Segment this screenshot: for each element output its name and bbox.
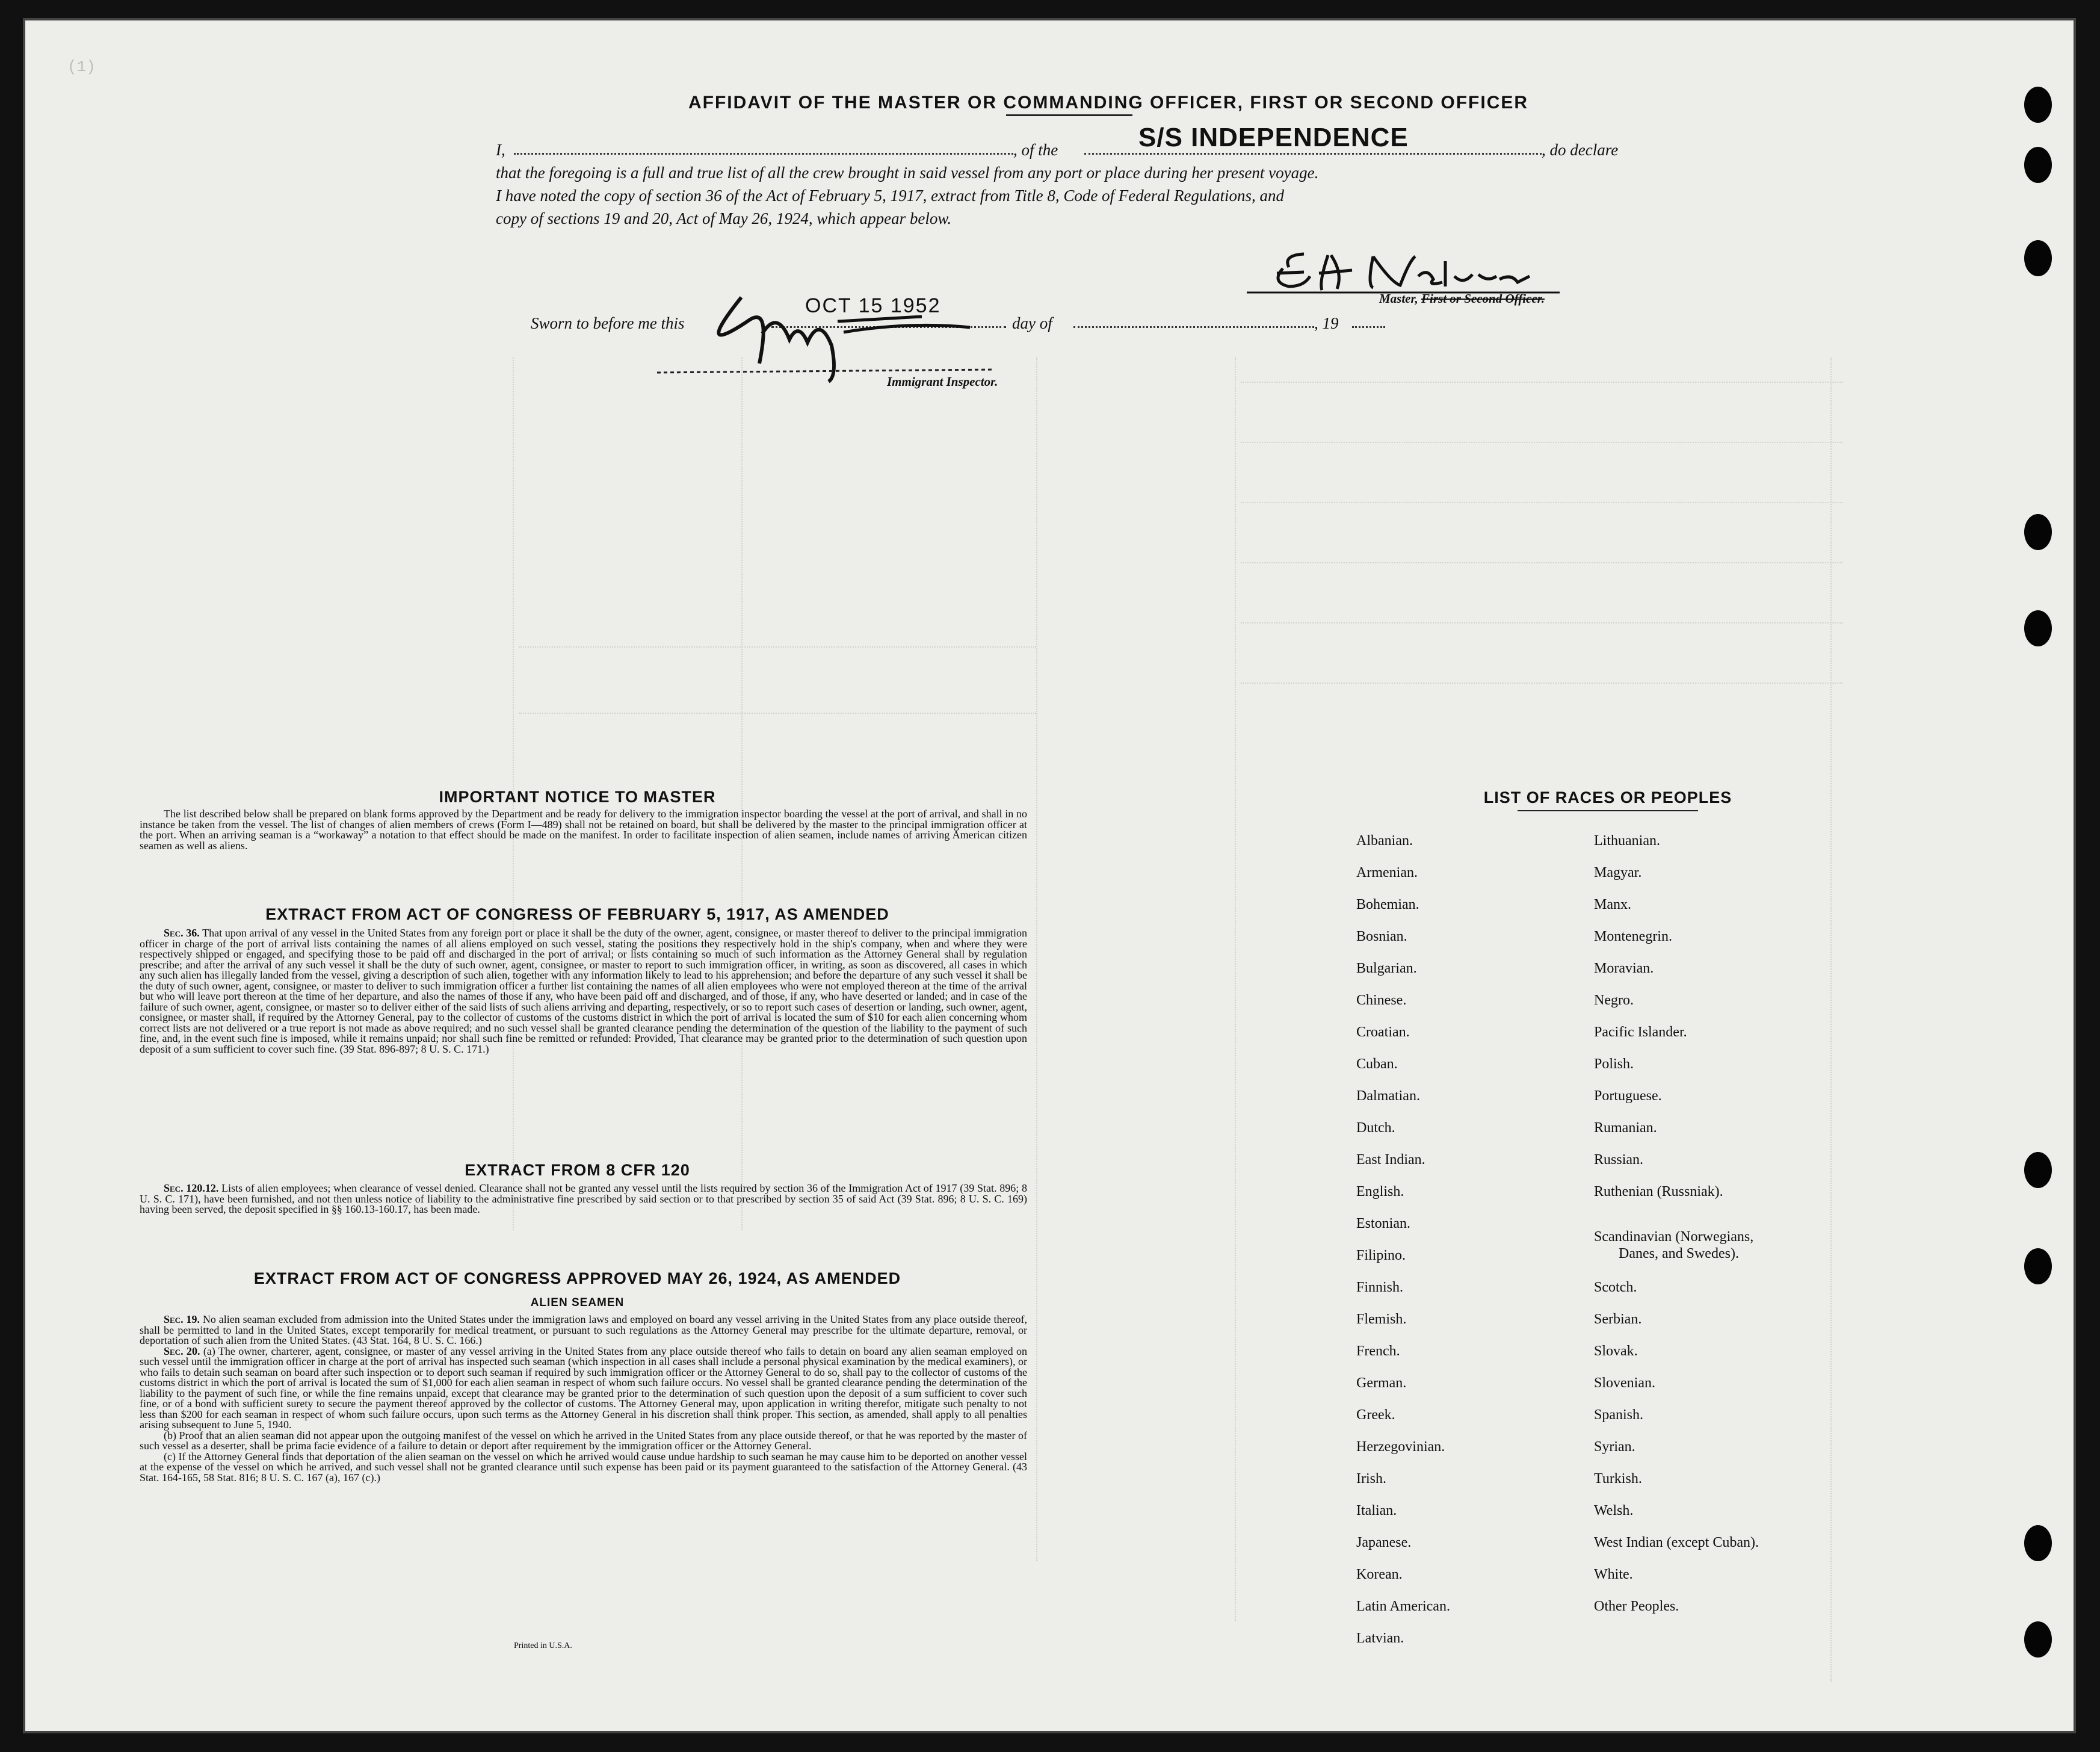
race-item: Italian. xyxy=(1356,1503,1397,1518)
race-item: German. xyxy=(1356,1375,1407,1391)
sec-20b-paragraph: (b) Proof that an alien seaman did not appear upon the outgoing manifest of the vessel on which he arrived in the United States from any place outside thereof, or that he was reported by the master of such vessel as a deserter, shall be prima facie evidence of a failure to detain or deport after requirement by the immigration officer or the Attorney General. xyxy=(140,1429,1027,1452)
ghost-row-rule xyxy=(1241,622,1842,624)
ghost-row-rule xyxy=(519,646,1036,648)
race-item: Greek. xyxy=(1356,1407,1395,1423)
sec-20-label: Sec. 20. xyxy=(164,1345,200,1357)
punch-hole xyxy=(2024,240,2052,276)
sworn-year-field xyxy=(1352,326,1385,328)
notice-body: The list described below shall be prepared on blank forms approved by the Department and be ready for delivery to the immigration inspector boarding the vessel at the port of arrival, and shall in no instance be taken from the vessel. The list of changes of alien members of crews (Form I—489) shall not be retained on board, but shall be delivered by the master to the principal immigration officer at the port. When an arriving seaman is a “workaway” a notation to that effect should be made on the manifest. In order to facilitate inspection of alien seamen, include names of arriving American citizen seamen as well as aliens. xyxy=(140,808,1027,852)
punch-hole xyxy=(2024,1248,2052,1284)
race-item: Irish. xyxy=(1356,1471,1386,1487)
sec-20-paragraph xyxy=(140,1346,1027,1431)
ghost-row-rule xyxy=(1241,442,1842,443)
sec-120-body: Lists of alien employees; when clearance of vessel denied. Clearance shall not be granted any vessel until the lists required by section 36 of the Immigration Act of 1917 (39 Stat. 896; 8 U. S. C. 171), have been furnished, and not then unless notice of liability to the administrative fine prescribed by said section or to that prescribed by section 35 of said Act (39 Stat. 896; 8 U. S. C. 169) having been served, the deposit specified in §§ 160.13-160.17, has been made. xyxy=(140,1182,1027,1215)
race-item: Spanish. xyxy=(1594,1407,1644,1423)
race-item: East Indian. xyxy=(1356,1152,1425,1168)
race-item: Rumanian. xyxy=(1594,1120,1657,1136)
sworn-date-stamp: OCT 15 1952 xyxy=(805,294,941,317)
ghost-column-rule xyxy=(1036,358,1037,1561)
race-item: Moravian. xyxy=(1594,961,1654,976)
punch-hole xyxy=(2024,87,2052,123)
race-item: French. xyxy=(1356,1343,1400,1359)
declaration-line-3: I have noted the copy of section 36 of the Act of February 5, 1917, extract from Title 8, Code of Federal Regulations, and xyxy=(496,187,1285,205)
race-item: Dalmatian. xyxy=(1356,1088,1420,1104)
race-item: Dutch. xyxy=(1356,1120,1395,1136)
race-item: Bohemian. xyxy=(1356,897,1419,912)
extract-1924-title: EXTRACT FROM ACT OF CONGRESS APPROVED MAY 26, 1924, AS AMENDED xyxy=(253,1269,901,1287)
race-item: Russian. xyxy=(1594,1152,1644,1168)
race-item: Serbian. xyxy=(1594,1311,1642,1327)
race-item: Croatian. xyxy=(1356,1024,1410,1040)
race-item: English. xyxy=(1356,1184,1404,1199)
race-item: Other Peoples. xyxy=(1594,1599,1679,1614)
race-item: Manx. xyxy=(1594,897,1631,912)
race-item: Filipino. xyxy=(1356,1248,1406,1263)
punch-hole xyxy=(2024,1152,2052,1188)
race-item: Portuguese. xyxy=(1594,1088,1662,1104)
race-item: Armenian. xyxy=(1356,865,1418,881)
notice-text xyxy=(140,809,1027,851)
affidavit-title: AFFIDAVIT OF THE MASTER OR COMMANDING OFFICER, FIRST OR SECOND OFFICER xyxy=(688,93,1529,113)
master-caption-officer: First or Second Officer. xyxy=(1421,291,1545,306)
races-underline xyxy=(1518,810,1698,811)
punch-hole xyxy=(2024,610,2052,646)
race-item: Japanese. xyxy=(1356,1535,1412,1550)
ghost-row-rule xyxy=(1241,502,1842,503)
race-item: Latin American. xyxy=(1356,1599,1450,1614)
sec-20c-paragraph: (c) If the Attorney General finds that deportation of the alien seaman on the vessel on which he arrived would cause undue hardship to such seaman he may cause him to be deported on another vessel at the expense of the vessel on which he arrived, and such vessel shall not be granted clearance until such expense has been paid or its payment guaranteed to the satisfaction of the Attorney General. (43 Stat. 164-165, 58 Stat. 816; 8 U. S. C. 167 (a), 167 (c).) xyxy=(140,1450,1027,1484)
extract-1917-text xyxy=(140,928,1027,1054)
race-item: Estonian. xyxy=(1356,1216,1410,1231)
race-item: Negro. xyxy=(1594,992,1634,1008)
race-item: Lithuanian. xyxy=(1594,833,1660,849)
printed-in-usa: Printed in U.S.A. xyxy=(514,1641,572,1650)
ghost-row-rule xyxy=(519,713,1036,714)
race-item: Bulgarian. xyxy=(1356,961,1417,976)
races-title: LIST OF RACES OR PEOPLES xyxy=(1483,788,1732,806)
race-item-continuation: Danes, and Swedes). xyxy=(1619,1246,1739,1261)
sec-36-body: That upon arrival of any vessel in the United States from any foreign port or place it shall be the duty of the owner, agent, consignee, or master thereof to deliver to the principal immigration officer in charge of the port of arrival lists containing the names of all aliens employed on such vessel, stating the positions they respectively hold in the ship's company, when and where they were respectively shipped or engaged, and specifying those to be paid off and discharged in the port of arrival; or lists containing so much of such information as the Attorney General shall by regulation prescribe; and after the arrival of any such vessel it shall be the duty of such owner, agent, consignee, or master to report to such immigration officer, in writing, as soon as discovered, all cases in which any such alien has illegally landed from the vessel, giving a description of such alien, together with any information likely to lead to his apprehension; and before the departure of any such vessel it shall be the duty of such owner, agent, consignee, or master to deliver to such immigration officer a further list containing the names of all alien employees who were not employed thereon at the time of the arrival but who will leave port thereon at the time of her departure, and also the names of those if any, who have been paid off and discharged, and of those, if any, who have deserted or landed; and in case of the failure of such owner, agent, consignee, or master so to deliver either of the said lists of such aliens arriving and departing, respectively, or so to report such cases of desertion or landing, such owner, agent, consignee, or master shall, if required by the Attorney General, pay to the collector of customs of the customs district in which the port of arrival is located the sum of $10 for each alien concerning whom correct lists are not delivered or a true report is not made as above required; and no such vessel shall be granted clearance pending the determination of the question of the liability to the payment of such fine, and, in the event such fine is imposed, while it remains unpaid; nor shall such fine be remitted or refunded: Provided, That clearance may be granted prior to the determination of such question upon deposit of a sum sufficient to cover such fine. (39 Stat. 896-897; 8 U. S. C. 171.) xyxy=(140,927,1027,1055)
declarant-name-field xyxy=(514,153,1013,155)
sec-120-label: Sec. 120.12. xyxy=(164,1182,219,1194)
notice-title: IMPORTANT NOTICE TO MASTER xyxy=(439,788,716,806)
race-item: Scandinavian (Norwegians, xyxy=(1594,1229,1754,1245)
master-caption xyxy=(1379,291,1545,306)
sec-20-body: (a) The owner, charterer, agent, consignee, or master of any vessel arriving in the United States from any place outside thereof who fails to detain on board any alien seaman employed on such vessel until the immigration officer in charge at the port of arrival has inspected such seaman (which inspection in all cases shall include a personal physical examination by the medical examiners), or who fails to detain such seaman on board after such inspection or to deport such seaman if required by such immigration officer or the Attorney General to do so, shall pay to the collector of customs of the customs district in which the port of arrival is located the sum of $1,000 for each alien seaman in respect of whom such failure occurs. No vessel shall be granted clearance pending the determination of the liability to the payment of such fine, or while the fine remains unpaid, except that clearance may be granted prior to the determination of such question upon the deposit of a sum sufficient to cover such fine, or of a bond with sufficient surety to secure the payment thereof approved by the collector of customs. The Attorney General may, upon application in writing therefor, mitigate such penalty to not less than $200 for each seaman in respect of whom such failure occurs, upon such terms as the Attorney General in his discretion shall think proper. This section, as amended, shall apply to all penalties arising subsequent to June 5, 1940. xyxy=(140,1345,1027,1431)
extract-1917-title: EXTRACT FROM ACT OF CONGRESS OF FEBRUARY 5, 1917, AS AMENDED xyxy=(265,905,889,923)
race-item: Cuban. xyxy=(1356,1056,1398,1072)
race-item: Albanian. xyxy=(1356,833,1413,849)
race-item: Slovenian. xyxy=(1594,1375,1655,1391)
sec-19-body: No alien seaman excluded from admission into the United States under the immigration laws and employed on board any vessel arriving in the United States from any place outside thereof, shall be permitted to land in the United States, except temporarily for medical treatment, or pursuant to such regulations as the Attorney General may prescribe for the ultimate departure, removal, or deportation of such alien from the United States. (43 Stat. 164, 8 U. S. C. 166.) xyxy=(140,1313,1027,1346)
race-item: Finnish. xyxy=(1356,1280,1404,1295)
punch-hole xyxy=(2024,1525,2052,1561)
inspector-signature xyxy=(657,285,994,388)
sworn-day-of: day of xyxy=(1012,314,1052,332)
title-underline xyxy=(1006,114,1132,116)
race-item: Herzegovinian. xyxy=(1356,1439,1445,1455)
declaration-line-4: copy of sections 19 and 20, Act of May 26, 1924, which appear below. xyxy=(496,209,952,228)
corner-tag: (1) xyxy=(67,58,96,76)
ghost-column-rule xyxy=(1235,358,1236,1621)
vessel-field xyxy=(1084,153,1542,155)
sec-19-label: Sec. 19. xyxy=(164,1313,200,1325)
sworn-prefix: Sworn to before me this xyxy=(531,314,685,332)
document-sheet xyxy=(23,18,2076,1733)
race-item: Montenegrin. xyxy=(1594,929,1672,944)
declaration-prefix: I, xyxy=(496,141,505,159)
declaration-line-2: that the foregoing is a full and true list of all the crew brought in said vessel from any port or place during her present voyage. xyxy=(496,164,1319,182)
master-caption-master: Master, xyxy=(1379,291,1422,306)
sworn-year: , 19 xyxy=(1314,314,1339,332)
race-item: Welsh. xyxy=(1594,1503,1634,1518)
sec-19-paragraph xyxy=(140,1314,1027,1346)
race-item: Polish. xyxy=(1594,1056,1634,1072)
declaration-mid: , of the xyxy=(1013,141,1058,159)
race-item: Scotch. xyxy=(1594,1280,1637,1295)
ghost-row-rule xyxy=(1241,382,1842,383)
race-item: Ruthenian (Russniak). xyxy=(1594,1184,1723,1199)
declaration-suffix: , do declare xyxy=(1542,141,1619,159)
race-item: Magyar. xyxy=(1594,865,1642,881)
punch-hole xyxy=(2024,147,2052,183)
race-item: White. xyxy=(1594,1567,1633,1582)
race-item: Bosnian. xyxy=(1356,929,1407,944)
punch-hole xyxy=(2024,514,2052,550)
ghost-row-rule xyxy=(1241,683,1842,684)
ghost-row-rule xyxy=(1241,562,1842,563)
sworn-month-field xyxy=(1073,326,1314,328)
ghost-column-rule xyxy=(1830,358,1832,1682)
punch-hole xyxy=(2024,1621,2052,1658)
race-item: Chinese. xyxy=(1356,992,1407,1008)
sec-36-label: Sec. 36. xyxy=(164,927,200,939)
race-item: Latvian. xyxy=(1356,1630,1404,1646)
extract-1924-text xyxy=(140,1314,1027,1483)
cfr-title: EXTRACT FROM 8 CFR 120 xyxy=(465,1161,690,1179)
race-item: Syrian. xyxy=(1594,1439,1635,1455)
inspector-caption: Immigrant Inspector. xyxy=(887,374,998,389)
race-item: Turkish. xyxy=(1594,1471,1642,1487)
race-item: Flemish. xyxy=(1356,1311,1407,1327)
alien-seamen-subtitle: ALIEN SEAMEN xyxy=(530,1296,625,1309)
race-item: Slovak. xyxy=(1594,1343,1638,1359)
cfr-text xyxy=(140,1183,1027,1215)
race-item: West Indian (except Cuban). xyxy=(1594,1535,1759,1550)
vessel-name: S/S INDEPENDENCE xyxy=(1138,123,1409,152)
race-item: Pacific Islander. xyxy=(1594,1024,1687,1040)
race-item: Korean. xyxy=(1356,1567,1403,1582)
